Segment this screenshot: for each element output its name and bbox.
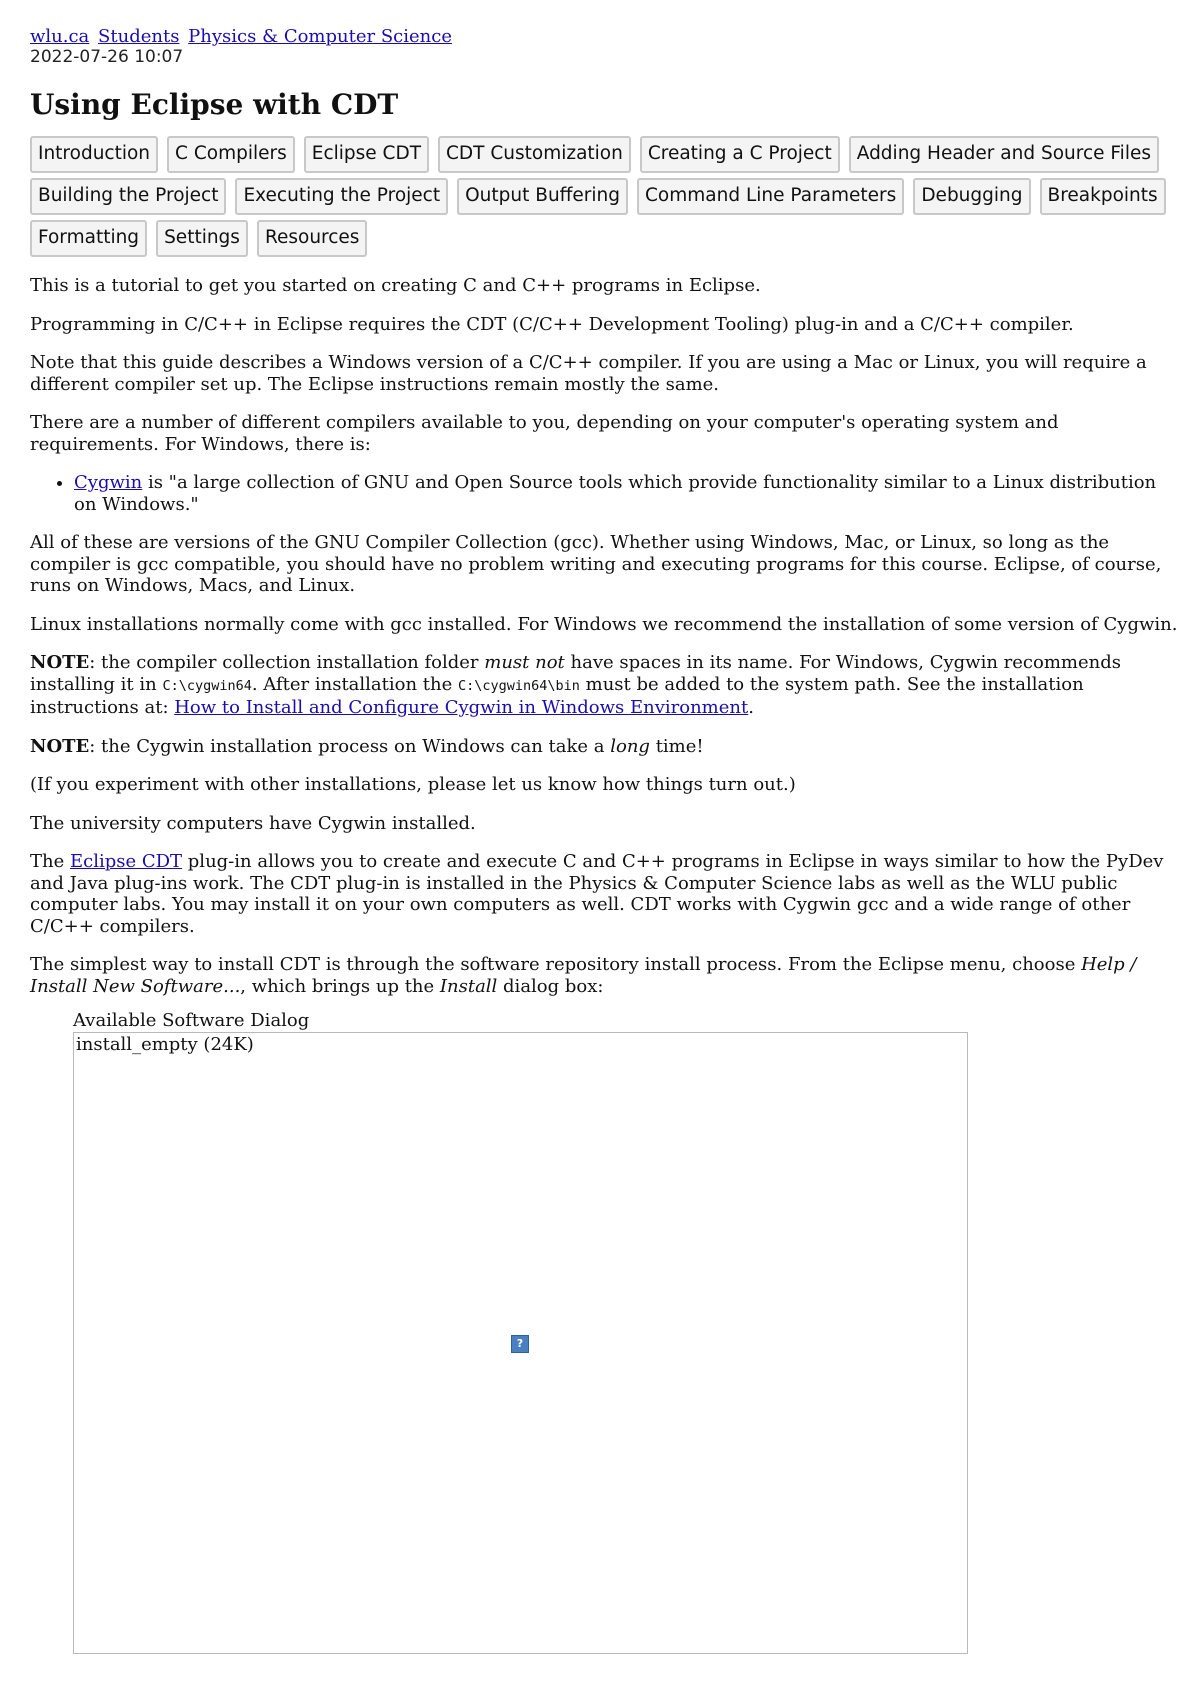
breadcrumb-link-wlu[interactable]: wlu.ca	[30, 26, 90, 47]
cygwin-bin-path-code: C:\cygwin64\bin	[458, 677, 580, 694]
paragraph-text: dialog box:	[497, 975, 604, 997]
eclipse-cdt-link[interactable]: Eclipse CDT	[69, 851, 183, 872]
cygwin-install-guide-link[interactable]: How to Install and Configure Cygwin in Windows Environment	[174, 697, 749, 718]
breadcrumb-link-students[interactable]: Students	[98, 26, 180, 47]
nav-button-debugging[interactable]: Debugging	[913, 178, 1030, 215]
available-software-figure	[73, 1010, 969, 1654]
nav-button-resources[interactable]: Resources	[257, 220, 367, 257]
install-folder-note	[30, 652, 1180, 719]
nav-button-c-compilers[interactable]: C Compilers	[167, 136, 295, 173]
gcc-paragraph: All of these are versions of the GNU Compiler Collection (gcc). Whether using Windows, Mac, or Linux, so long as the compiler is gcc compatible, you should have no problem writing and executing programs for this course. Eclipse, of course, runs on Windows, Macs, and Linux.	[30, 532, 1162, 596]
requirements-paragraph: Programming in C/C++ in Eclipse requires the CDT (C/C++ Development Tooling) plug-in and a C/C++ compiler.	[30, 313, 1074, 335]
cygwin-link[interactable]: Cygwin	[74, 472, 143, 493]
note-text: .	[748, 697, 754, 718]
linux-paragraph: Linux installations normally come with gcc installed. For Windows we recommend the installation of some version of Cygwin.	[30, 613, 1178, 635]
note-text: time!	[649, 735, 704, 757]
last-updated-timestamp: 2022-07-26 10:07	[30, 47, 184, 67]
paragraph-text: plug-in allows you to create and execute C and C++ programs in Eclipse in ways similar to how the PyDev and Java plug-ins work. The CDT plug-in is installed in the Physics & Computer Science labs as well as the WLU public computer labs. You may install it on your own computers as well. CDT works with Cygwin gcc and a wide range of other C/C++ compilers.	[30, 851, 1164, 937]
nav-button-command-line-parameters[interactable]: Command Line Parameters	[637, 178, 904, 215]
nav-button-output-buffering[interactable]: Output Buffering	[457, 178, 628, 215]
note-text: . After installation the	[251, 673, 458, 695]
page-title: Using Eclipse with CDT	[30, 88, 399, 121]
nav-button-executing-project[interactable]: Executing the Project	[235, 178, 448, 215]
dialog-name: Install	[439, 975, 498, 997]
list-item	[74, 472, 1180, 515]
nav-button-formatting[interactable]: Formatting	[30, 220, 147, 257]
nav-button-creating-c-project[interactable]: Creating a C Project	[640, 136, 840, 173]
nav-button-breakpoints[interactable]: Breakpoints	[1040, 178, 1166, 215]
nav-button-cdt-customization[interactable]: CDT Customization	[438, 136, 631, 173]
breadcrumb	[30, 26, 1170, 47]
nav-button-adding-header-source[interactable]: Adding Header and Source Files	[849, 136, 1159, 173]
note-emphasis: long	[610, 735, 650, 757]
figure-image-placeholder	[73, 1032, 968, 1654]
broken-image-icon: ?	[511, 1335, 529, 1353]
note-text: : the Cygwin installation process on Windows can take a	[89, 735, 611, 757]
install-cdt-paragraph	[30, 954, 1180, 997]
cdt-plugin-paragraph	[30, 851, 1180, 937]
compilers-paragraph: There are a number of different compilers available to you, depending on your computer's operating system and requirements. For Windows, there is:	[30, 412, 1059, 455]
nav-button-introduction[interactable]: Introduction	[30, 136, 158, 173]
note-text: : the compiler collection installation folder	[89, 652, 485, 673]
nav-button-eclipse-cdt[interactable]: Eclipse CDT	[304, 136, 429, 173]
cygwin-path-code: C:\cygwin64	[162, 677, 252, 694]
paragraph-text: , which brings up the	[240, 975, 440, 997]
breadcrumb-link-physics-cs[interactable]: Physics & Computer Science	[188, 26, 452, 47]
cygwin-description: is "a large collection of GNU and Open Source tools which provide functionality similar to a Linux distribution on Windows."	[74, 472, 1157, 515]
nav-button-settings[interactable]: Settings	[156, 220, 248, 257]
image-alt-text: install_empty (24K)	[76, 1034, 254, 1055]
menu-path: Help / Install New Software...	[30, 954, 1137, 997]
paragraph-text: The	[30, 851, 70, 872]
nav-button-building-project[interactable]: Building the Project	[30, 178, 226, 215]
compiler-list	[30, 472, 1180, 515]
experiment-paragraph: (If you experiment with other installations, please let us know how things turn out.)	[30, 774, 796, 795]
windows-note-paragraph: Note that this guide describes a Windows version of a C/C++ compiler. If you are using a Mac or Linux, you will require a different compiler set up. The Eclipse instructions remain mostly the same.	[30, 352, 1147, 395]
note-emphasis: must not	[484, 652, 565, 673]
note-text: must be added to the system path. See the installation instructions at:	[30, 673, 1084, 718]
note-text: have spaces in its name. For Windows, Cygwin recommends installing it in	[30, 652, 1121, 695]
intro-paragraph: This is a tutorial to get you started on creating C and C++ programs in Eclipse.	[30, 275, 761, 296]
note-label: NOTE	[30, 652, 90, 673]
figure-caption: Available Software Dialog	[73, 1010, 310, 1031]
section-nav	[30, 136, 1180, 257]
install-time-note	[30, 736, 1180, 758]
paragraph-text: The simplest way to install CDT is through the software repository install process. From the Eclipse menu, choose	[30, 954, 1082, 975]
university-paragraph: The university computers have Cygwin installed.	[30, 812, 476, 834]
note-label: NOTE	[30, 735, 90, 757]
